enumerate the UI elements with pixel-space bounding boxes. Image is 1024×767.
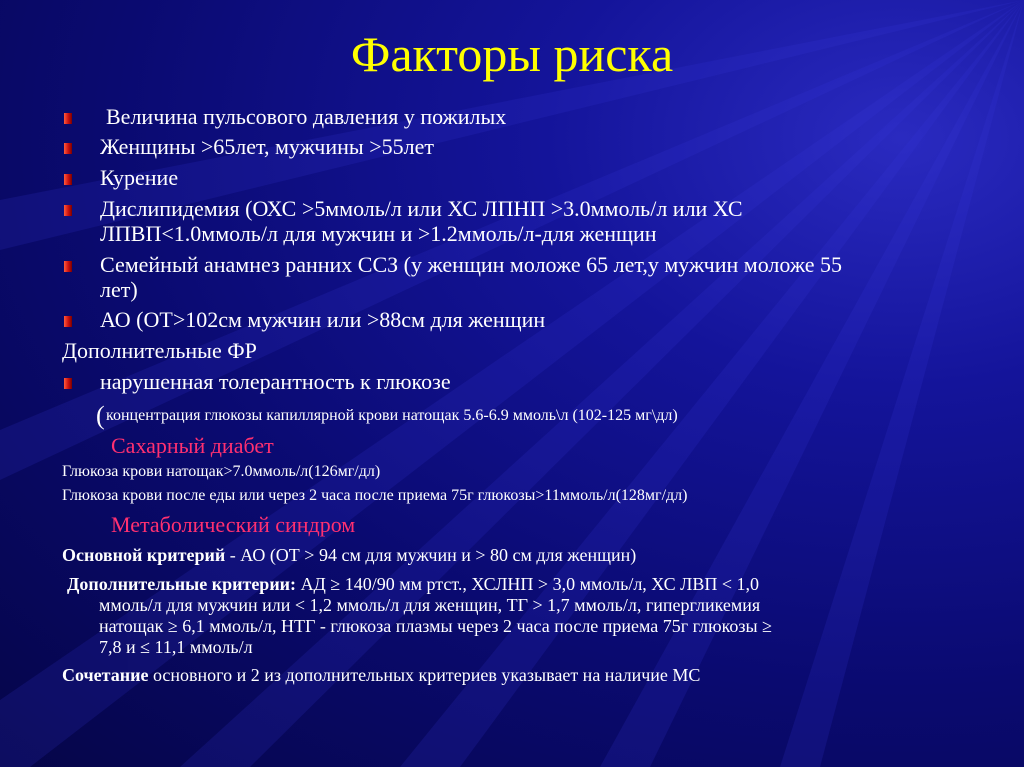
risk-item-dyslipidemia-line1: Дислипидемия (ОХС >5ммоль/л или ХС ЛПНП >3.0ммоль/л или ХС bbox=[100, 196, 743, 221]
additional-criteria-line2: ммоль/л для мужчин или < 1,2 ммоль/л для женщин, ТГ > 1,7 ммоль/л, гипергликемия bbox=[99, 595, 761, 615]
risk-item-age: Женщины >65лет, мужчины >55лет bbox=[100, 134, 434, 159]
bullet-icon bbox=[64, 316, 72, 327]
additional-criteria-line3: натощак ≥ 6,1 ммоль/л, НТГ - глюкоза плазмы через 2 часа после приема 75г глюкозы ≥ bbox=[99, 616, 772, 636]
additional-criteria-line1 bbox=[67, 574, 759, 594]
main-criterion-text: - АО (ОТ > 94 см для мужчин и > 80 см для женщин) bbox=[225, 545, 637, 565]
risk-item-pulse-pressure: Величина пульсового давления у пожилых bbox=[106, 104, 507, 129]
risk-item-smoking: Курение bbox=[100, 165, 179, 190]
additional-item-glucose-tolerance: нарушенная толерантность к глюкозе bbox=[100, 369, 451, 394]
page-title: Факторы риска bbox=[350, 26, 674, 82]
combination-label: Сочетание bbox=[62, 665, 149, 685]
bullet-icon bbox=[64, 113, 72, 124]
glucose-concentration-note: концентрация глюкозы капиллярной крови натощак 5.6-6.9 ммоль\л (102-125 мг\дл) bbox=[106, 407, 678, 424]
additional-criteria-text1: АД ≥ 140/90 мм ртст., ХСЛНП > 3,0 ммоль/л, ХС ЛВП < 1,0 bbox=[296, 574, 759, 594]
diabetes-postprandial-glucose: Глюкоза крови после еды или через 2 часа после приема 75г глюкозы>11ммоль/л(128мг/дл) bbox=[62, 487, 688, 504]
risk-item-abdominal-obesity: АО (ОТ>102см мужчин или >88см для женщин bbox=[100, 307, 546, 332]
bullet-icon bbox=[64, 378, 72, 389]
risk-item-family-history-line2: лет) bbox=[100, 277, 138, 302]
main-criterion-line bbox=[62, 545, 636, 565]
combination-text: основного и 2 из дополнительных критериев указывает на наличие МС bbox=[148, 665, 701, 685]
combination-line bbox=[62, 665, 700, 685]
paren-glyph: ( bbox=[96, 401, 105, 430]
diabetes-fasting-glucose: Глюкоза крови натощак>7.0ммоль/л(126мг/дл) bbox=[62, 463, 381, 480]
additional-factors-heading: Дополнительные ФР bbox=[62, 338, 257, 363]
metabolic-syndrome-heading: Метаболический синдром bbox=[111, 512, 356, 537]
additional-criteria-label: Дополнительные критерии: bbox=[67, 574, 297, 594]
risk-item-dyslipidemia-line2: ЛПВП<1.0ммоль/л для мужчин и >1.2ммоль/л-для женщин bbox=[100, 221, 657, 246]
additional-criteria-line4: 7,8 и ≤ 11,1 ммоль/л bbox=[99, 637, 253, 657]
bullet-icon bbox=[64, 174, 72, 185]
bullet-icon bbox=[64, 143, 72, 154]
main-criterion-label: Основной критерий bbox=[62, 545, 226, 565]
diabetes-heading: Сахарный диабет bbox=[111, 433, 274, 458]
bullet-icon bbox=[64, 261, 72, 272]
risk-item-family-history-line1: Семейный анамнез ранних ССЗ (у женщин моложе 65 лет,у мужчин моложе 55 bbox=[100, 252, 843, 277]
bullet-icon bbox=[64, 205, 72, 216]
